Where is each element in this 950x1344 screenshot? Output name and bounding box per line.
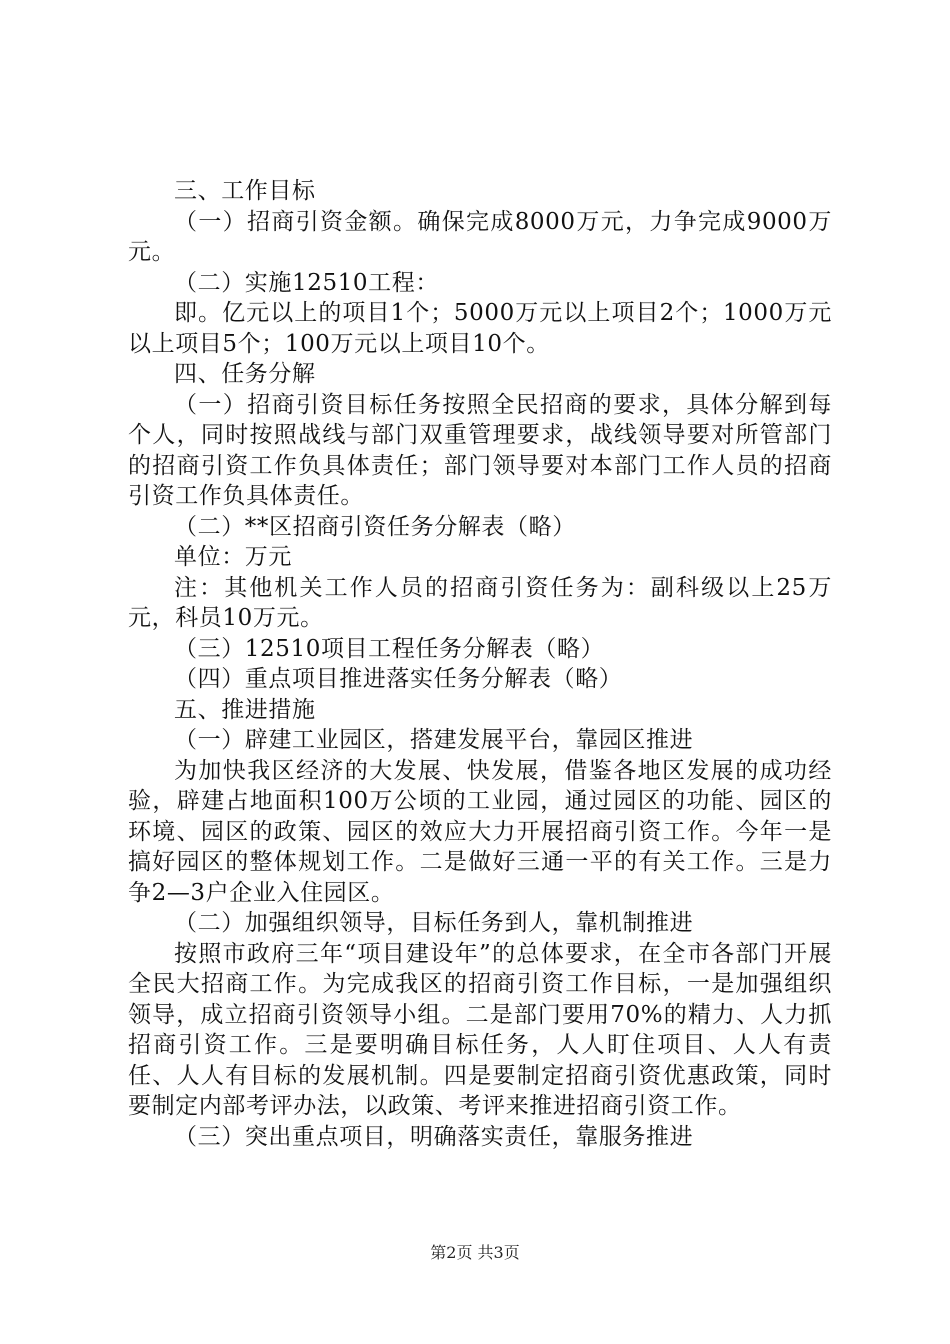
paragraph-note: 注：其他机关工作人员的招商引资任务为：副科级以上25万元，科员10万元。 bbox=[128, 574, 832, 631]
page-footer: 第2页 共3页 bbox=[430, 1243, 520, 1262]
section-heading-goals: 三、工作目标 bbox=[174, 178, 316, 204]
paragraph-unit: 单位：万元 bbox=[174, 544, 292, 570]
paragraph-industrial-park-heading: （一）辟建工业园区，搭建发展平台，靠园区推进 bbox=[174, 727, 694, 753]
paragraph-investment-amount: （一）招商引资金额。确保完成8000万元，力争完成9000万元。 bbox=[128, 208, 832, 265]
paragraph-key-project-table: （四）重点项目推进落实任务分解表（略） bbox=[174, 666, 623, 692]
paragraph-task-allocation: （一）招商引资目标任务按照全民招商的要求，具体分解到每个人，同时按照战线与部门双重管理要求，战线领导要对所管部门的招商引资工作负具体责任；部门领导要对本部门工作人员的招商引资工作负具体责任。 bbox=[128, 391, 832, 509]
paragraph-organization-heading: （二）加强组织领导，目标任务到人，靠机制推进 bbox=[174, 910, 694, 936]
document-body bbox=[128, 176, 832, 1152]
paragraph-key-projects-heading: （三）突出重点项目，明确落实责任，靠服务推进 bbox=[174, 1123, 694, 1150]
paragraph-project-targets: 即。亿元以上的项目1个；5000万元以上项目2个；1000万元以上项目5个；100万元以上项目10个。 bbox=[128, 300, 832, 357]
paragraph-industrial-park-body: 为加快我区经济的大发展、快发展，借鉴各地区发展的成功经验，辟建占地面积100万公顷的工业园，通过园区的功能、园区的环境、园区的政策、园区的效应大力开展招商引资工作。今年一是搞好园区的整体规划工作。二是做好三通一平的有关工作。三是力争2—3户企业入住园区。 bbox=[128, 757, 832, 906]
paragraph-12510-project: （二）实施12510工程： bbox=[174, 269, 439, 296]
section-heading-task-breakdown: 四、任务分解 bbox=[174, 361, 316, 387]
section-heading-measures: 五、推进措施 bbox=[174, 696, 316, 723]
paragraph-district-task-table: （二）**区招商引资任务分解表（略） bbox=[174, 513, 576, 540]
paragraph-12510-task-table: （三）12510项目工程任务分解表（略） bbox=[174, 635, 605, 662]
paragraph-organization-body: 按照市政府三年“项目建设年”的总体要求，在全市各部门开展全民大招商工作。为完成我区的招商引资工作目标，一是加强组织领导，成立招商引资领导小组。二是部门要用70%的精力、人力抓招商引资工作。三是要明确目标任务，人人盯住项目、人人有责任、人人有目标的发展机制。四是要制定招商引资优惠政策，同时要制定内部考评办法，以政策、考评来推进招商引资工作。 bbox=[128, 940, 832, 1119]
